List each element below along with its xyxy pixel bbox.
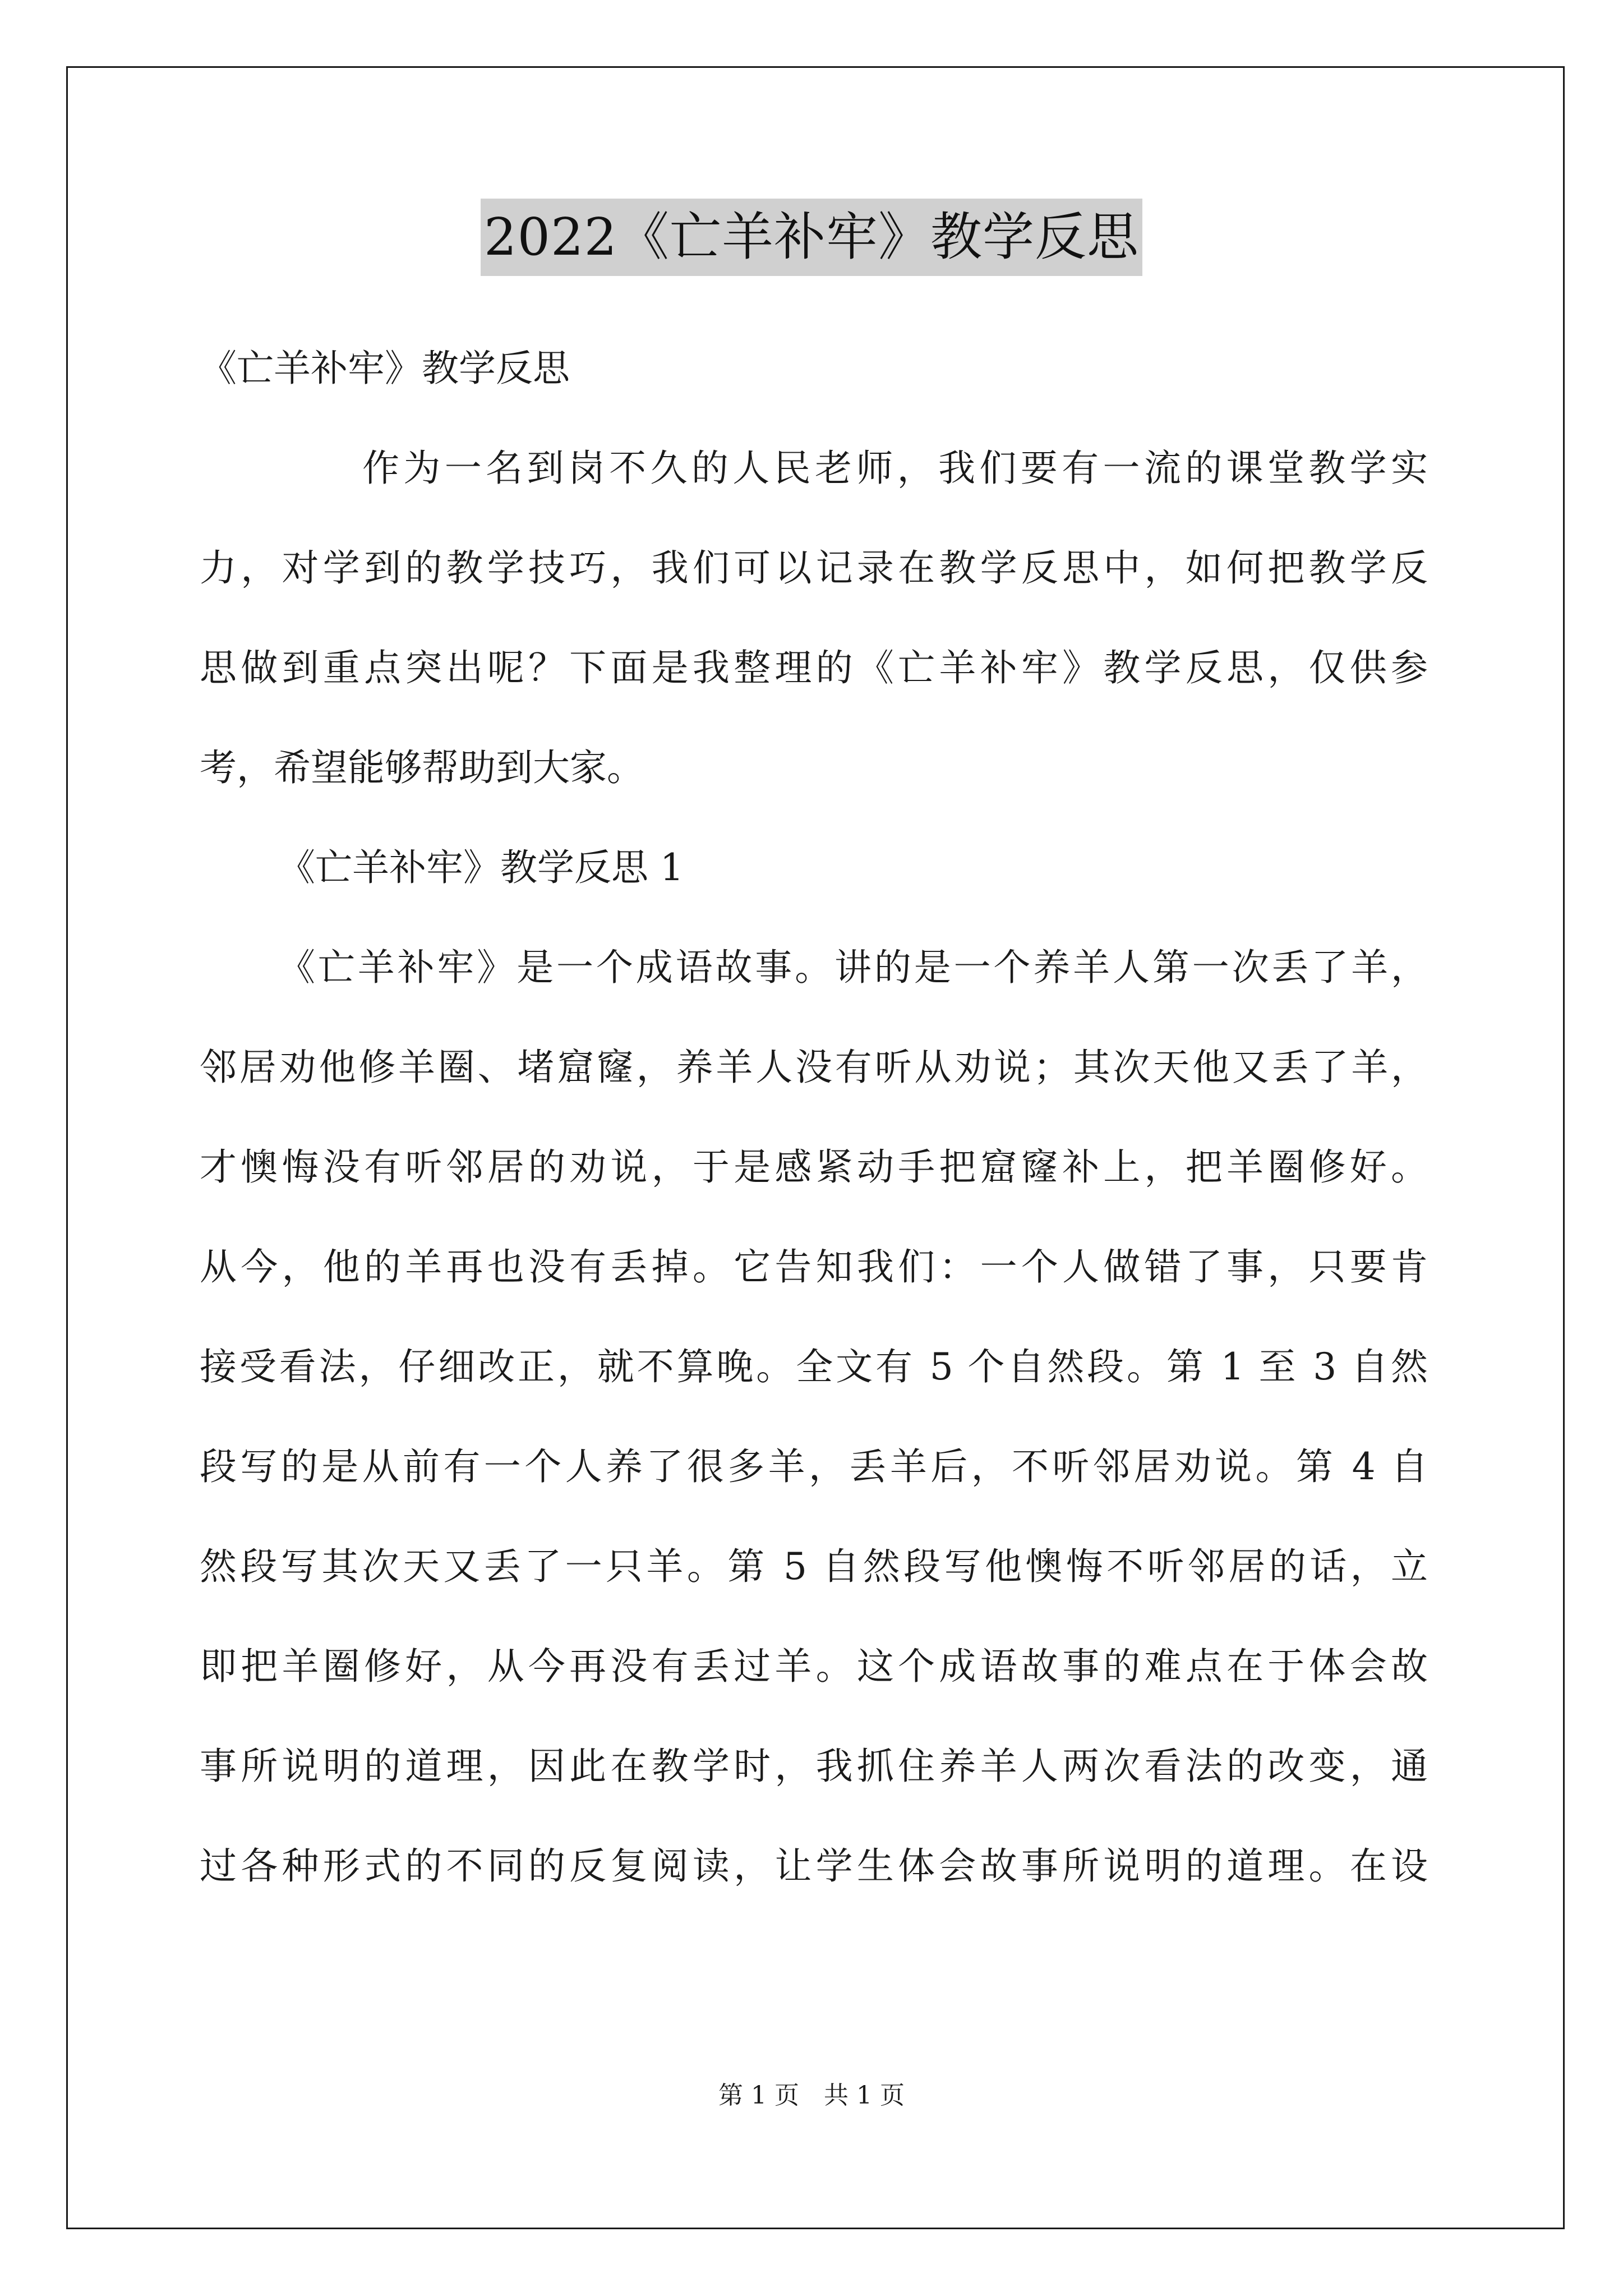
body-line: 才懊悔没有听邻居的劝说，于是感紧动手把窟窿补上，把羊圈修好。 [200, 1145, 1428, 1189]
body-line: 即把羊圈修好，从今再没有丢过羊。这个成语故事的难点在于体会故 [200, 1645, 1428, 1688]
intro-line: 力，对学到的教学技巧，我们可以记录在教学反思中，如何把教学反 [200, 546, 1428, 590]
section-heading: 《亡羊补牢》教学反思 1 [278, 846, 684, 889]
body-line: 接受看法，仔细改正，就不算晚。全文有 5 个自然段。第 1 至 3 自然 [200, 1345, 1428, 1388]
document-title: 2022《亡羊补牢》教学反思 [481, 199, 1142, 276]
page-total: 共 1 页 [824, 2081, 905, 2110]
body-line: 过各种形式的不同的反复阅读，让学生体会故事所说明的道理。在设 [200, 1844, 1428, 1888]
intro-line: 思做到重点突出呢？下面是我整理的《亡羊补牢》教学反思，仅供参 [200, 646, 1428, 689]
body-line: 段写的是从前有一个人养了很多羊，丢羊后，不听邻居劝说。第 4 自 [200, 1445, 1428, 1488]
body-line: 事所说明的道理，因此在教学时，我抓住养羊人两次看法的改变，通 [200, 1745, 1428, 1788]
document-subtitle: 《亡羊补牢》教学反思 [200, 347, 570, 390]
page-number: 第 1 页 [718, 2081, 799, 2110]
page-footer [0, 2079, 1623, 2113]
body-line: 然段写其次天又丢了一只羊。第 5 自然段写他懊悔不听邻居的话，立 [200, 1545, 1428, 1588]
intro-line: 考，希望能够帮助到大家。 [200, 746, 644, 789]
document-body [200, 319, 1428, 1916]
body-line: 从今，他的羊再也没有丢掉。它告知我们：一个人做错了事，只要肯 [200, 1245, 1428, 1289]
body-line: 《亡羊补牢》是一个成语故事。讲的是一个养羊人第一次丢了羊， [278, 946, 1428, 989]
title-container [0, 199, 1623, 276]
intro-line: 作为一名到岗不久的人民老师，我们要有一流的课堂教学实 [362, 447, 1428, 490]
body-line: 邻居劝他修羊圈、堵窟窿，养羊人没有听从劝说；其次天他又丢了羊， [200, 1046, 1428, 1089]
